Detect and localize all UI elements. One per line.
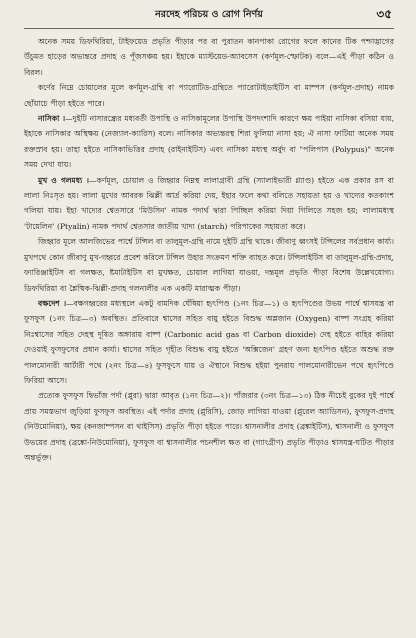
paragraph-text: অনেক সময় ডিফথিরিয়া, টাইফয়েড প্রভৃতি পীড়ার পর বা পুরাতন কানপাকা রোগের ফলে কানের টিক পশ্চাদ্ভাগের উঁচুমত হাড়ের অভ্যন্তরে প্রদাহ ও পূঁজসঞ্চয় হয়। ইহাকে ম্যাস্টয়েড-অ্যাবসেস (কর্ণমূল-স্ফোটক) বলে—এই পীড়া কঠিন ও বিরল। — [24, 37, 394, 77]
paragraph-text: কর্ণের নিম্নে চোয়ালের মূলে কর্ণমূল-গ্রন্থি বা প্যারোটিড-গ্রন্থিতে প্যারোটাইডাইটিস বা মাম্পস (কর্ণমূল-প্রদাহ) নামক ছোঁয়াচে পীড়া হইতে পারে। — [24, 83, 394, 108]
paragraph-text: জিহ্বার মূলে আলজিভের পার্শ্বে টন্সিল বা তালুমূল-গ্রন্থি নামে দুইটি গ্রন্থি থাকে। জীবাণু ধ্বংসই টন্সিলের সর্বপ্রধান কার্য্য। মুখপথে কোন জীবাণু মুখ-গহ্বরে প্রবেশ করিলে টন্সিল উহার সংক্রমণ শক্তি ব্যাহত করে। টন্সিলাইটিস বা তালুমূল-গ্রন্থি-প্রদাহ, ফ্যারিঞ্জাইটিস বা গলক্ষত, ষ্টমাটাইটিস বা মুখক্ষত, চোয়াল লাগিয়া যাওয়া, দন্তমূল প্রভৃতি পীড়া বিশেষ উল্লেখযোগ্য। ডিফথিরিয়া বা শ্লৈষ্মিক-ঝিল্লী-প্রদাহ গলনালীর এক একটি মারাত্মক পীড়া। — [24, 237, 394, 293]
paragraph-text: —কর্ণমূল, চোয়াল ও জিহ্বার নিম্নস্থ লালাগ্রাবী গ্রন্থি (স্যালাইভারী গ্ল্যাণ্ড) হইতে এক প্রকার রস বা লালা নিঃসৃত হয়। লালা মুখের আবরক ঝিল্লী আর্দ্র করিয়া দেয়, ইহার ফলে কথা বলিতে সহায়তা হয় ও খাদ্যের কতকাংশ গলিয়া যায়। ইহা খাদ্যের শ্বেতসারে 'মিউসিন' নামক পদার্থ দ্বারা পিচ্ছিল করিয়া দিয়া গিলিতে সহজ হয়; লালামধ্যস্থ 'টায়েলিন' (Ptyalin) নামক পদার্থ শ্বেতসার জাতীয় খাদ্য (starch) পরিপাকের সহায়তা করে। — [24, 175, 394, 231]
paragraph-mastoid — [24, 34, 394, 80]
paragraph-parotid — [24, 80, 394, 111]
paragraph-chest — [24, 296, 394, 388]
paragraph-tonsil — [24, 234, 394, 296]
header-title: নরদেহ পরিচয় ও রোগ নির্ণয় — [155, 9, 263, 20]
paragraph-nose — [24, 111, 394, 173]
paragraph-text: —দুইটি নাসারন্ধ্রের মধ্যবর্তী উপাস্থি ও নাসিকামূলের উপাস্থি উপদংশাদি কারণে ক্ষয় পাইয়া নাসিকা বসিয়া যায়, ইহাকে নাসিকার অস্থিক্ষয় (নেজ্যাল-ক্যারিস) বলে। নাসিকার অভ্যন্তরস্থ শিরা ফুলিয়া নাসা হয়; ঐ নাসা ফাটিয়া অনেক সময় রক্তস্রাব হয়। তাহা হইতে নাসিকাভিত্তির প্রদাহ (রাইনাইটিস) এবং নাসিকা মধ্যস্থ অর্বুদ বা "পলিপাস (Polypus)" অনেক সময় দেখা যায়। — [24, 114, 394, 170]
body-text — [24, 34, 394, 465]
page-number: ৩৫ — [376, 7, 392, 21]
paragraph-lungs — [24, 388, 394, 465]
paragraph-text: —বক্ষগহ্বরের মধ্যস্থলে একটু বামদিক ঘেঁষিয়া হৃৎপিণ্ড (১নং চিত্র—১) ও হৃৎপিণ্ডের উভয় পার্শ্বে শ্বাসযন্ত্র বা ফুসফুস (১নং চিত্র—৩) অবস্থিত। প্রতিবারে শ্বাসের সহিত বায়ু হইতে বিশুদ্ধ অম্লজান (Oxygen) বাষ্প সংগ্রহ করিয়া নিঃশ্বাসের সহিত দেহস্থ দূষিত অঙ্গারায় বাষ্প (Carbonic acid gas বা Carbon dioxide) দেহ হইতে বাহির করিয়া দেওয়াই ফুসফুসের প্রধান কার্য্য। শ্বাসের সহিত গৃহীত বিশুদ্ধ বায়ু হইতে 'অক্সিজেন' গ্রহণ জন্য হৃৎপিণ্ড হইতে অশুদ্ধ রক্ত পালমোনারী আর্টারী পথে (২নং চিত্র—৪) ফুসফুসে যায় ও ঐস্থানে বিশুদ্ধ হইয়া পুনরায় পালমোনারীভেন পথে হৃৎপিণ্ডে ফিরিয়া আসে। — [24, 298, 394, 385]
section-heading-chest: বক্ষদেশ । — [38, 298, 67, 308]
paragraph-mouth-throat — [24, 173, 394, 235]
paragraph-text: প্রত্যেক ফুসফুস দ্বিভাঁজ পর্দা (প্লুরা) দ্বারা আবৃত (১নং চিত্র—২)। পাঁজরার (৩নং চিত্র—১৩) ঠিক নীচেই বুকের দুই পার্শ্বে প্রায় সমস্তভাগ জুড়িয়া ফুসফুস অবস্থিত। এই পর্দার প্রদাহ (প্লুরিসি), জোড় লাগিয়া যাওয়া (প্লুরেল অ্যাডিসন), ফুসফুস-প্রদাহ (নিউমোনিয়া), ক্ষয় (কনজাম্পসন বা থাইসিস) প্রভৃতি পীড়া হইতে পারে। শ্বাসনালীর প্রদাহ (ব্রঙ্কাইটিস), শ্বাসনালী ও ফুসফুস উভয়ের প্রদাহ (ব্রঙ্কো-নিউমোনিয়া), ফুসফুস বা শ্বাসনালীর পচনশীল ক্ষত বা (গ্যাংগ্রীণ) প্রভৃতি পীড়াও শ্বাসযন্ত্র-ঘটিত পীড়ার অন্তর্ভুক্ত। — [24, 391, 394, 462]
section-heading-mouth: মুখ ও গলমধ্য । — [38, 175, 90, 185]
section-heading-nose: নাসিকা । — [38, 114, 66, 124]
running-header — [24, 4, 394, 29]
